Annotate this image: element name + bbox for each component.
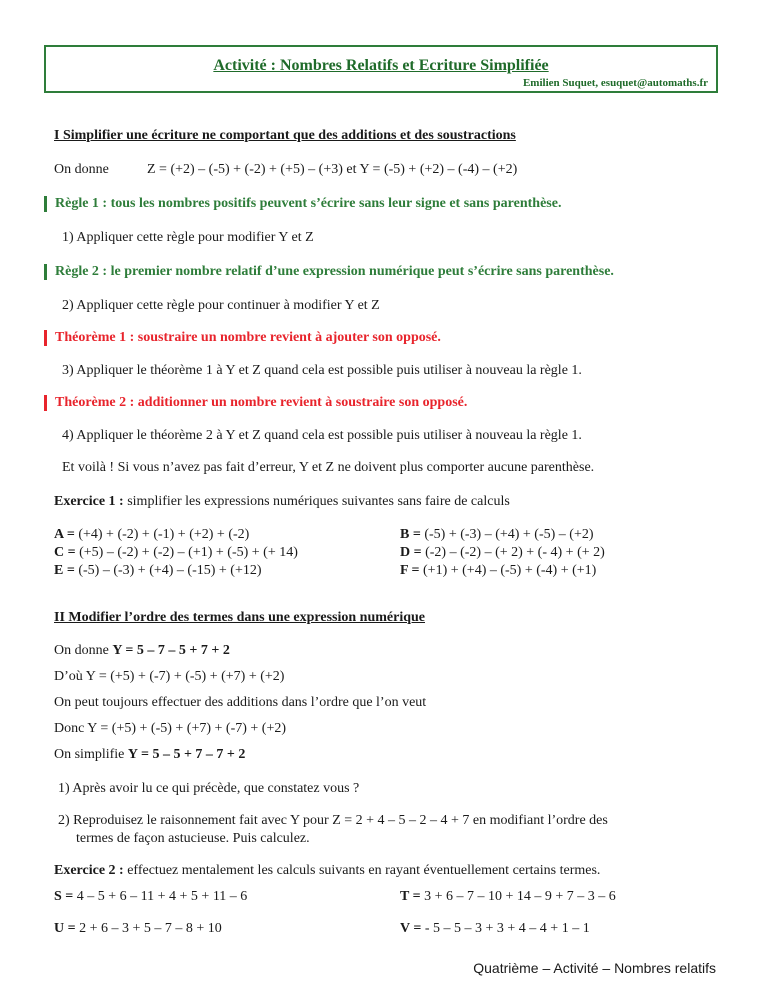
expr-v <box>400 921 590 937</box>
expr-a <box>54 527 249 543</box>
rule-2: Règle 2 : le premier nombre relatif d’une expression numérique peut s’écrire sans parenthèse. <box>44 264 614 280</box>
expr-v-value: - 5 – 5 – 3 + 3 + 4 – 4 + 1 – 1 <box>421 921 590 936</box>
expr-a-value: (+4) + (-2) + (-1) + (+2) + (-2) <box>74 527 250 542</box>
expr-s <box>54 889 247 905</box>
s2-line-1 <box>54 643 230 659</box>
expr-v-name: V = <box>400 921 422 936</box>
expr-c-value: (+5) – (-2) + (-2) – (+1) + (-5) + (+ 14) <box>75 545 298 560</box>
expr-a-name: A = <box>54 527 75 542</box>
expr-e <box>54 563 262 579</box>
s2-line-1-text: On donne <box>54 643 113 658</box>
exercise-1-label: Exercice 1 : <box>54 494 124 509</box>
header-box <box>44 45 718 93</box>
exercise-2-instruction <box>54 863 600 879</box>
expr-u-value: 2 + 6 – 3 + 5 – 7 – 8 + 10 <box>75 921 222 936</box>
section-1-title: I Simplifier une écriture ne comportant que des additions et des soustractions <box>54 128 516 143</box>
expr-e-name: E = <box>54 563 75 578</box>
expr-t-value: 3 + 6 – 7 – 10 + 14 – 9 + 7 – 3 – 6 <box>420 889 616 904</box>
expr-t <box>400 889 616 905</box>
step-1: 1) Appliquer cette règle pour modifier Y et Z <box>62 230 314 245</box>
s2-line-1-expr: Y = 5 – 7 – 5 + 7 + 2 <box>112 643 230 658</box>
expr-t-name: T = <box>400 889 421 904</box>
expr-u-name: U = <box>54 921 76 936</box>
s2-line-5-text: On simplifie <box>54 747 128 762</box>
expr-d-value: (-2) – (-2) – (+ 2) + (- 4) + (+ 2) <box>421 545 605 560</box>
document-title: Activité : Nombres Relatifs et Ecriture Simplifiée <box>213 57 549 74</box>
expr-b <box>400 527 594 543</box>
step-4: 4) Appliquer le théorème 2 à Y et Z quand cela est possible puis utiliser à nouveau la règle 1. <box>62 428 582 443</box>
exercise-2-text: effectuez mentalement les calculs suivants en rayant éventuellement certains termes. <box>123 863 601 878</box>
rule-1: Règle 1 : tous les nombres positifs peuvent s’écrire sans leur signe et sans parenthèse. <box>44 196 561 212</box>
s2-line-2: D’où Y = (+5) + (-7) + (-5) + (+7) + (+2) <box>54 669 285 684</box>
question-1: 1) Après avoir lu ce qui précède, que constatez vous ? <box>58 781 360 796</box>
page-footer: Quatrième – Activité – Nombres relatifs <box>473 960 716 976</box>
author-line: Emilien Suquet, esuquet@automaths.fr <box>522 77 708 89</box>
exercise-1-text: simplifier les expressions numériques suivantes sans faire de calculs <box>123 494 510 509</box>
expr-f-name: F = <box>400 563 420 578</box>
expr-d <box>400 545 605 561</box>
expr-f <box>400 563 596 579</box>
conclusion: Et voilà ! Si vous n’avez pas fait d’erreur, Y et Z ne doivent plus comporter aucune parenthèse. <box>62 460 595 475</box>
step-3: 3) Appliquer le théorème 1 à Y et Z quand cela est possible puis utiliser à nouveau la règle 1. <box>62 363 582 378</box>
question-2-line-2: termes de façon astucieuse. Puis calculez. <box>76 831 310 846</box>
expr-f-value: (+1) + (+4) – (-5) + (-4) + (+1) <box>419 563 597 578</box>
expr-s-value: 4 – 5 + 6 – 11 + 4 + 5 + 11 – 6 <box>73 889 248 904</box>
s2-line-3: On peut toujours effectuer des additions dans l’ordre que l’on veut <box>54 695 427 710</box>
step-2: 2) Appliquer cette règle pour continuer à modifier Y et Z <box>62 298 380 313</box>
exercise-2-label: Exercice 2 : <box>54 863 124 878</box>
expr-e-value: (-5) – (-3) + (+4) – (-15) + (+12) <box>74 563 262 578</box>
expr-s-name: S = <box>54 889 74 904</box>
expr-c-name: C = <box>54 545 76 560</box>
theorem-2: Théorème 2 : additionner un nombre revient à soustraire son opposé. <box>44 395 467 411</box>
theorem-1: Théorème 1 : soustraire un nombre revient à ajouter son opposé. <box>44 330 441 346</box>
s2-line-5-expr: Y = 5 – 5 + 7 – 7 + 2 <box>127 747 246 762</box>
question-2-line-1: 2) Reproduisez le raisonnement fait avec Y pour Z = 2 + 4 – 5 – 2 – 4 + 7 en modifiant l’ordre des <box>58 813 608 828</box>
s2-line-4: Donc Y = (+5) + (-5) + (+7) + (-7) + (+2) <box>54 721 287 736</box>
expr-d-name: D = <box>400 545 422 560</box>
exercise-1-instruction <box>54 494 510 510</box>
expr-b-value: (-5) + (-3) – (+4) + (-5) – (+2) <box>420 527 594 542</box>
given-label: On donne <box>54 162 109 177</box>
given-expression: Z = (+2) – (-5) + (-2) + (+5) – (+3) et Y = (-5) + (+2) – (-4) – (+2) <box>147 162 518 177</box>
section-2-title: II Modifier l’ordre des termes dans une expression numérique <box>54 610 425 625</box>
s2-line-5 <box>54 747 245 763</box>
expr-b-name: B = <box>400 527 421 542</box>
expr-u <box>54 921 222 937</box>
expr-c <box>54 545 298 561</box>
